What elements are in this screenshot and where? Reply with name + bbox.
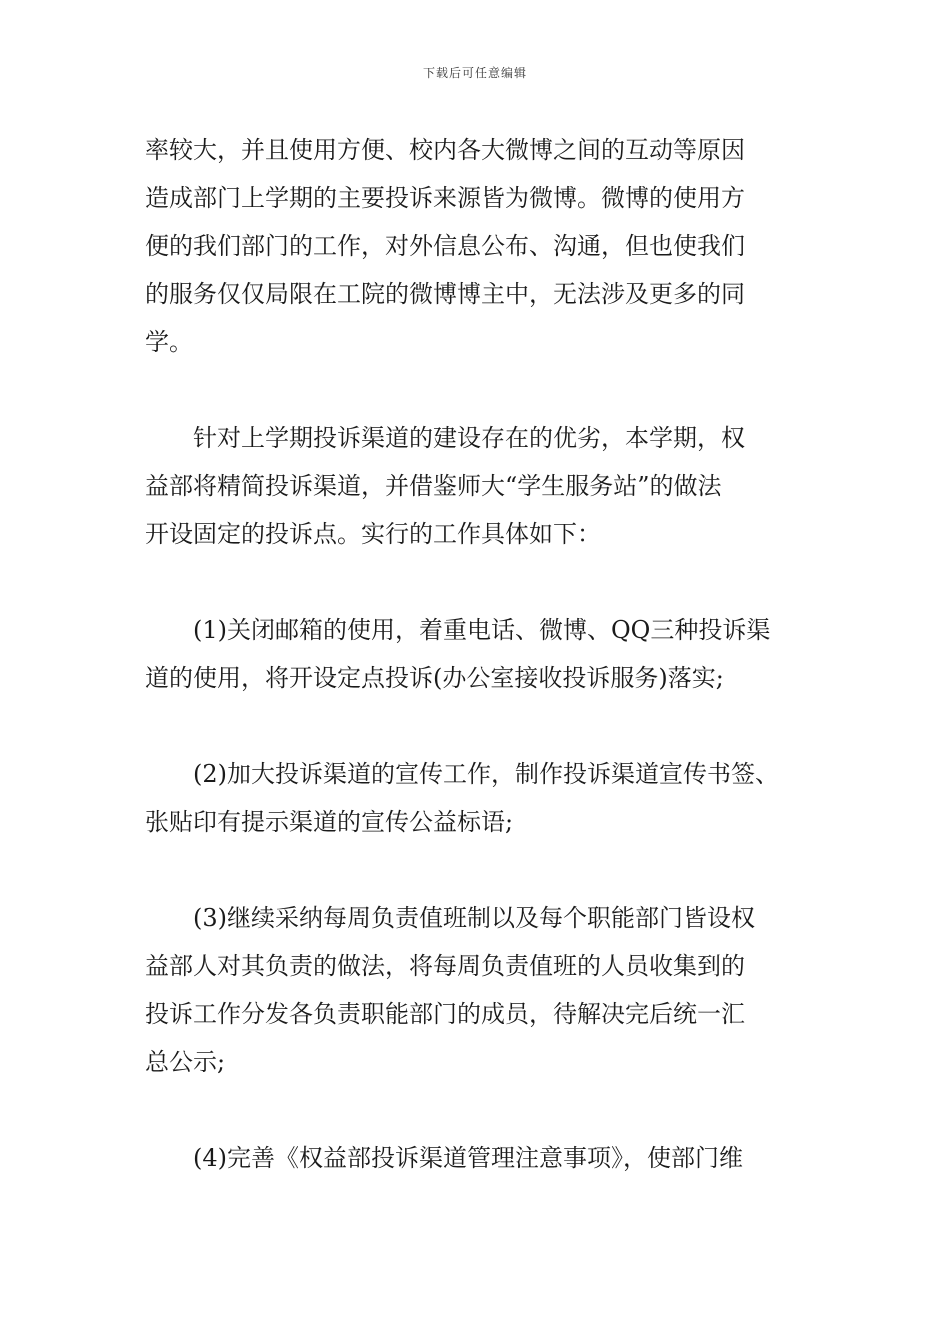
text-line: 率较大，并且使用方便、校内各大微博之间的互动等原因 xyxy=(145,136,745,164)
list-item-3 xyxy=(145,894,815,1086)
text-line: 针对上学期投诉渠道的建设存在的优劣，本学期，权 xyxy=(193,424,745,452)
text-line: 益部将精简投诉渠道，并借鉴师大“学生服务站”的做法 xyxy=(145,472,722,500)
list-item-4 xyxy=(145,1134,815,1182)
text-line: 投诉工作分发各负责职能部门的成员，待解决完后统一汇 xyxy=(145,1000,745,1028)
page-header: 下载后可任意编辑 xyxy=(422,66,527,80)
text-line: 道的使用，将开设定点投诉(办公室接收投诉服务)落实; xyxy=(145,664,724,692)
text-line: 的服务仅仅局限在工院的微博博主中，无法涉及更多的同 xyxy=(145,280,745,308)
list-item-1 xyxy=(145,606,815,702)
document-body xyxy=(145,126,815,1230)
text-line: 总公示; xyxy=(145,1048,226,1076)
text-line: (3)继续采纳每周负责值班制以及每个职能部门皆设权 xyxy=(193,904,755,932)
text-line: 益部人对其负责的做法，将每周负责值班的人员收集到的 xyxy=(145,952,745,980)
paragraph-1 xyxy=(145,126,815,366)
text-line: (4)完善《权益部投诉渠道管理注意事项》，使部门维 xyxy=(193,1144,743,1172)
text-line: (1)关闭邮箱的使用，着重电话、微博、QQ三种投诉渠 xyxy=(193,616,771,644)
text-line: (2)加大投诉渠道的宣传工作，制作投诉渠道宣传书签、 xyxy=(193,760,779,788)
text-line: 学。 xyxy=(145,328,193,356)
text-line: 造成部门上学期的主要投诉来源皆为微博。微博的使用方 xyxy=(145,184,745,212)
text-line: 便的我们部门的工作，对外信息公布、沟通，但也使我们 xyxy=(145,232,745,260)
text-line: 张贴印有提示渠道的宣传公益标语; xyxy=(145,808,514,836)
list-item-2 xyxy=(145,750,815,846)
text-line: 开设固定的投诉点。实行的工作具体如下： xyxy=(145,520,601,548)
paragraph-2 xyxy=(145,414,815,558)
